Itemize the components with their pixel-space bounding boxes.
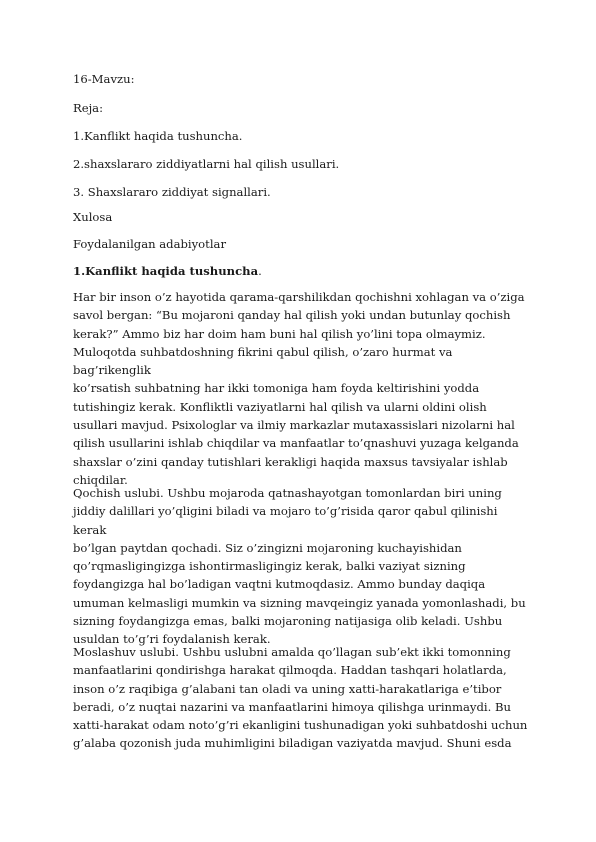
paragraph-line: savol bergan: “Bu mojaroni qanday hal qilish yoki undan butunlay qochish <box>73 308 511 323</box>
section-heading <box>73 262 262 280</box>
topic-title: 16-Mavzu: <box>73 72 135 86</box>
paragraph-line: kerak?” Ammo biz har doim ham buni hal qilish yo’lini topa olmaymiz. <box>73 326 486 341</box>
paragraph-3 <box>73 643 533 753</box>
paragraph-line: bo’lgan paytdan qochadi. Siz o’zingizni mojaroning kuchayishidan <box>73 540 462 555</box>
plan-item-3: 3. Shaxslararo ziddiyat signallari. <box>73 185 271 199</box>
paragraph-line: Har bir inson o’z hayotida qarama-qarshilikdan qochishni xohlagan va o’ziga <box>73 290 525 304</box>
paragraph-line: jiddiy dalillari yo’qligini biladi va mojaro to’g’risida qaror qabul qilinishi kerak <box>73 504 498 537</box>
paragraph-line: shaxslar o’zini qanday tutishlari kerakligi haqida maxsus tavsiyalar ishlab <box>73 454 508 469</box>
plan-item-2: 2.shaxslararo ziddiyatlarni hal qilish usullari. <box>73 157 340 171</box>
paragraph-line: foydangizga hal bo’ladigan vaqtni kutmoqdasiz. Ammo bunday daqiqa <box>73 577 486 592</box>
plan-references: Foydalanilgan adabiyotlar <box>73 237 226 251</box>
paragraph-1 <box>73 288 533 489</box>
section-heading-text: 1.Kanflikt haqida tushuncha <box>73 264 259 278</box>
plan-item-1: 1.Kanflikt haqida tushuncha. <box>73 129 243 143</box>
plan-label: Reja: <box>73 101 104 115</box>
paragraph-2 <box>73 484 533 649</box>
paragraph-line: ko’rsatish suhbatning har ikki tomoniga ham foyda keltirishini yodda <box>73 381 480 396</box>
paragraph-line: g’alaba qozonish juda muhimligini biladigan vaziyatda mavjud. Shuni esda <box>73 736 512 751</box>
paragraph-line: umuman kelmasligi mumkin va sizning mavqeingiz yanada yomonlashadi, bu <box>73 595 526 610</box>
paragraph-line: inson o’z raqibiga g’alabani tan oladi va uning xatti-harakatlariga e’tibor <box>73 681 502 696</box>
paragraph-line: usullari mavjud. Psixologlar va ilmiy markazlar mutaxassislari nizolarni hal <box>73 418 515 433</box>
paragraph-line: qilish usullarini ishlab chiqdilar va manfaatlar to’qnashuvi yuzaga kelganda <box>73 436 519 451</box>
paragraph-line: tutishingiz kerak. Konfliktli vaziyatlarni hal qilish va ularni oldini olish <box>73 399 487 414</box>
paragraph-line: Qochish uslubi. Ushbu mojaroda qatnashayotgan tomonlardan biri uning <box>73 486 502 500</box>
paragraph-line: Muloqotda suhbatdoshning fikrini qabul qilish, o’zaro hurmat va bag’rikenglik <box>73 344 453 378</box>
section-heading-suffix: . <box>258 264 262 278</box>
paragraph-line: usuldan to’g’ri foydalanish kerak. <box>73 632 271 647</box>
paragraph-line: Moslashuv uslubi. Ushbu uslubni amalda qo’llagan sub’ekt ikki tomonning <box>73 645 511 659</box>
paragraph-line: beradi, o’z nuqtai nazarini va manfaatlarini himoya qilishga urinmaydi. Bu <box>73 699 511 714</box>
plan-conclusion: Xulosa <box>73 210 113 224</box>
paragraph-line: sizning foydangizga emas, balki mojaroning natijasiga olib keladi. Ushbu <box>73 614 503 629</box>
paragraph-line: xatti-harakat odam noto’g’ri ekanligini tushunadigan yoki suhbatdoshi uchun <box>73 718 528 733</box>
paragraph-line: qo’rqmasligingizga ishontirmasligingiz kerak, balki vaziyat sizning <box>73 559 466 574</box>
paragraph-line: chiqdilar. <box>73 472 128 487</box>
paragraph-line: manfaatlarini qondirishga harakat qilmoqda. Haddan tashqari holatlarda, <box>73 663 507 678</box>
